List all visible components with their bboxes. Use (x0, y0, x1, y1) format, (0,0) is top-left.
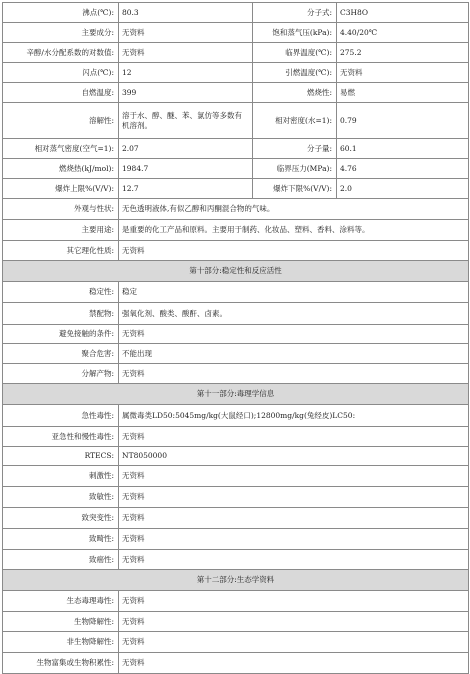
property-label: 外观与性状: (3, 199, 119, 220)
property-label: 主要成分: (3, 23, 119, 43)
property-row (3, 364, 469, 384)
property-value: 无资料 (119, 550, 469, 570)
property-row (3, 3, 469, 23)
msds-table-body (3, 3, 469, 674)
property-value: 2.07 (119, 139, 253, 159)
property-row (3, 344, 469, 364)
property-label: 急性毒性: (3, 405, 119, 427)
property-label: 分子量: (253, 139, 337, 159)
property-row (3, 632, 469, 653)
property-value: 无资料 (119, 591, 469, 612)
property-label: 其它理化性质: (3, 241, 119, 261)
property-value: 无资料 (337, 63, 469, 83)
section-header-stability (3, 261, 469, 282)
property-value: 无资料 (119, 487, 469, 508)
property-value: 无资料 (119, 612, 469, 632)
property-row (3, 179, 469, 199)
property-row (3, 466, 469, 487)
property-label: 致癌性: (3, 550, 119, 570)
property-value: 无资料 (119, 43, 253, 63)
property-label: 致畸性: (3, 529, 119, 550)
property-label: 生物富集或生物积累性: (3, 653, 119, 674)
property-label: 聚合危害: (3, 344, 119, 364)
section-title: 第十一部分:毒理学信息 (3, 384, 469, 405)
property-row (3, 241, 469, 261)
property-row (3, 325, 469, 344)
property-label: 生物降解性: (3, 612, 119, 632)
property-row (3, 63, 469, 83)
property-row (3, 612, 469, 632)
property-value: 稳定 (119, 282, 469, 303)
property-row (3, 427, 469, 447)
property-label: 稳定性: (3, 282, 119, 303)
property-label: 临界温度(℃): (253, 43, 337, 63)
property-value: 易燃 (337, 83, 469, 103)
property-value: 60.1 (337, 139, 469, 159)
property-label: 致突变性: (3, 508, 119, 529)
property-row (3, 508, 469, 529)
section-title: 第十部分:稳定性和反应活性 (3, 261, 469, 282)
property-label: 饱和蒸气压(kPa): (253, 23, 337, 43)
property-row (3, 405, 469, 427)
property-row (3, 103, 469, 139)
property-value: 属微毒类LD50:5045mg/kg(大鼠经口);12800mg/kg(兔经皮)LC50: (119, 405, 469, 427)
property-value: 12.7 (119, 179, 253, 199)
property-row (3, 159, 469, 179)
property-label: 沸点(℃): (3, 3, 119, 23)
property-value: 无资料 (119, 241, 469, 261)
property-value: 不能出现 (119, 344, 469, 364)
property-label: 分解产物: (3, 364, 119, 384)
property-label: 禁配物: (3, 303, 119, 325)
property-value: 4.40/20℃ (337, 23, 469, 43)
property-value: 4.76 (337, 159, 469, 179)
property-row (3, 23, 469, 43)
property-label: 避免接触的条件: (3, 325, 119, 344)
property-value: C3H8O (337, 3, 469, 23)
property-value: 无资料 (119, 325, 469, 344)
property-label: 分子式: (253, 3, 337, 23)
property-label: 溶解性: (3, 103, 119, 139)
property-label: 自燃温度: (3, 83, 119, 103)
property-label: 临界压力(MPa): (253, 159, 337, 179)
property-label: 生态毒理毒性: (3, 591, 119, 612)
property-row (3, 550, 469, 570)
property-row (3, 43, 469, 63)
property-value: NT8050000 (119, 447, 469, 466)
property-label: 爆炸下限%(V/V): (253, 179, 337, 199)
property-value: 溶于水、醇、醚、苯、氯仿等多数有机溶剂。 (119, 103, 253, 139)
property-label: 辛醇/水分配系数的对数值: (3, 43, 119, 63)
property-value: 强氧化剂、酸类、酸酐、卤素。 (119, 303, 469, 325)
property-row (3, 139, 469, 159)
property-label: 相对蒸气密度(空气=1): (3, 139, 119, 159)
property-value: 1984.7 (119, 159, 253, 179)
property-row (3, 83, 469, 103)
property-row (3, 303, 469, 325)
property-value: 无色透明液体,有似乙醇和丙酮混合物的气味。 (119, 199, 469, 220)
property-row (3, 199, 469, 220)
property-value: 无资料 (119, 632, 469, 653)
property-label: 爆炸上限%(V/V): (3, 179, 119, 199)
property-label: 引燃温度(℃): (253, 63, 337, 83)
property-value: 399 (119, 83, 253, 103)
property-value: 0.79 (337, 103, 469, 139)
property-row (3, 220, 469, 241)
property-label: 闪点(℃): (3, 63, 119, 83)
property-label: 燃烧性: (253, 83, 337, 103)
property-label: 非生物降解性: (3, 632, 119, 653)
property-label: 亚急性和慢性毒性: (3, 427, 119, 447)
property-value: 无资料 (119, 466, 469, 487)
property-label: 相对密度(水=1): (253, 103, 337, 139)
property-value: 无资料 (119, 364, 469, 384)
property-value: 80.3 (119, 3, 253, 23)
msds-table (2, 2, 469, 674)
property-label: 致敏性: (3, 487, 119, 508)
section-header-toxicology (3, 384, 469, 405)
property-value: 12 (119, 63, 253, 83)
property-value: 2.0 (337, 179, 469, 199)
property-value: 275.2 (337, 43, 469, 63)
property-value: 无资料 (119, 653, 469, 674)
property-value: 无资料 (119, 508, 469, 529)
property-value: 是重要的化工产品和原料。主要用于制药、化妆品、塑料、香料、涂料等。 (119, 220, 469, 241)
property-label: 燃烧热(kJ/mol): (3, 159, 119, 179)
property-label: RTECS: (3, 447, 119, 466)
property-row (3, 282, 469, 303)
property-label: 刺激性: (3, 466, 119, 487)
property-row (3, 591, 469, 612)
section-title: 第十二部分:生态学资料 (3, 570, 469, 591)
property-row (3, 487, 469, 508)
property-row (3, 529, 469, 550)
section-header-ecology (3, 570, 469, 591)
property-row (3, 447, 469, 466)
property-label: 主要用途: (3, 220, 119, 241)
property-value: 无资料 (119, 529, 469, 550)
property-row (3, 653, 469, 674)
property-value: 无资料 (119, 23, 253, 43)
property-value: 无资料 (119, 427, 469, 447)
